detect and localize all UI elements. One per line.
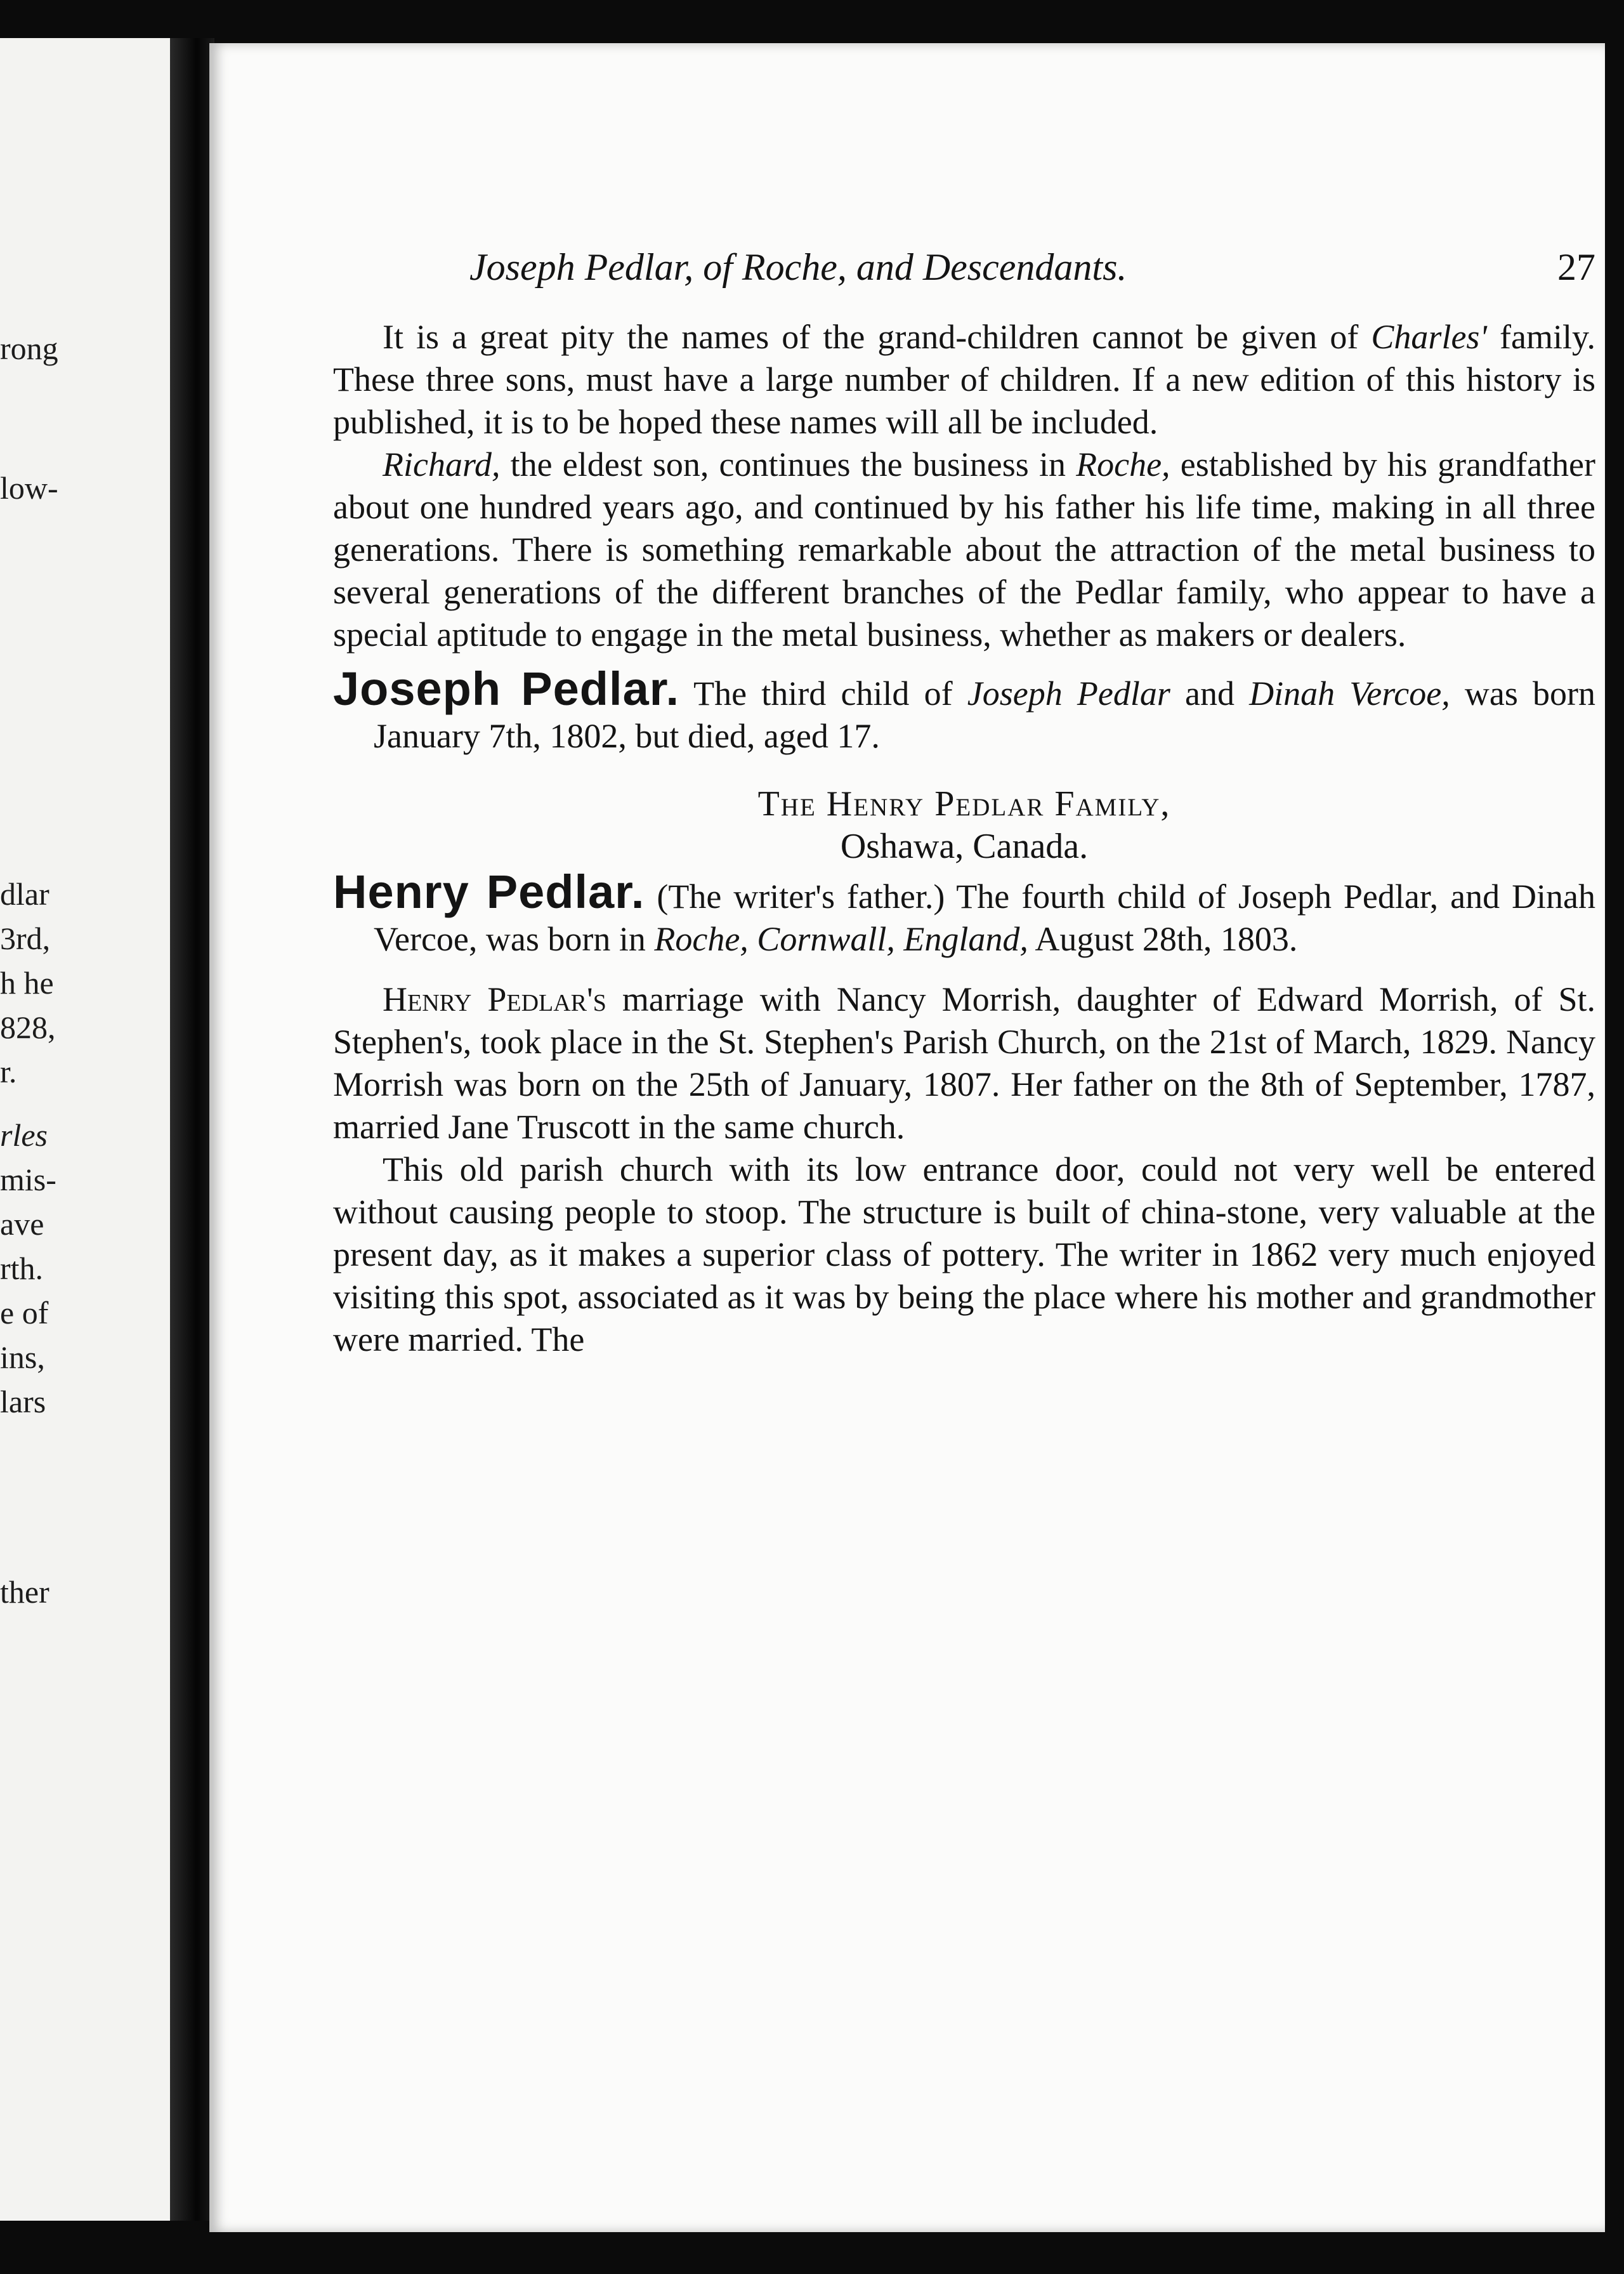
left-fragment: dlar [0, 876, 49, 912]
text-run: established by his grandfather about one hundred years ago, and continued by his father his life time, making in all three generations. There is something remarkable about the attraction of the metal business to several generations of the different branches of the Pedlar family, who appear to have a special aptitude to engage in the metal business, whether as makers or dealers. [333, 445, 1596, 654]
text-run: August 28th, 1803. [1028, 920, 1298, 958]
paragraph-richard [333, 444, 1595, 656]
paragraph-marriage [333, 978, 1595, 1148]
text-run: marriage with Nancy Morrish, daughter of Edward Morrish, of St. Stephen's, took place in the St. Stephen's Parish Church, on the 21st of March, 1829. Nancy Morrish was born on the 25th of January, 1807. Her father on the 8th of September, 1787, married Jane Truscott in the same church. [333, 980, 1595, 1146]
left-fragment: ave [0, 1206, 44, 1242]
text-run: (The writer's father.) The fourth child of Joseph Pedlar, and Dinah Vercoe, was born in [374, 877, 1595, 958]
running-title: Joseph Pedlar, of Roche, and Descendants. [469, 246, 1127, 288]
left-fragment: ins, [0, 1339, 45, 1375]
italic-run: Roche, Cornwall, England, [654, 920, 1028, 958]
entry-heading: Joseph Pedlar. [333, 662, 679, 715]
left-fragment: rles [0, 1117, 48, 1153]
book-page [209, 43, 1605, 2232]
italic-run: Roche, [1076, 445, 1170, 483]
left-fragment: ther [0, 1574, 49, 1610]
entry-henry-pedlar [333, 865, 1595, 961]
left-fragment: 828, [0, 1009, 56, 1045]
left-fragment: r. [0, 1054, 17, 1089]
text-run: It is a great pity the names of the grand-children cannot be given of [383, 318, 1372, 356]
spacer [333, 961, 1595, 978]
left-fragment: 3rd, [0, 921, 51, 956]
left-page-edge [0, 38, 170, 2221]
text-run: The third child of [679, 674, 967, 713]
paragraph-church [333, 1148, 1595, 1361]
text-run: was born January 7th, 1802, but died, aged 17. [374, 674, 1596, 755]
paragraph-grandchildren [333, 316, 1595, 444]
italic-run: Charles' [1371, 318, 1487, 356]
italic-run: Dinah Vercoe, [1249, 674, 1450, 713]
left-fragment: rth. [0, 1251, 44, 1286]
left-fragment: e of [0, 1295, 49, 1331]
running-head [333, 246, 1595, 316]
text-run: and [1170, 674, 1250, 713]
left-fragment: h he [0, 965, 54, 1001]
entry-heading: Henry Pedlar. [333, 865, 645, 918]
italic-run: Richard, [383, 445, 501, 483]
entry-joseph-pedlar [333, 662, 1596, 758]
smallcaps-run: Henry Pedlar's [383, 980, 606, 1018]
left-fragment: lars [0, 1384, 46, 1419]
family-heading: The Henry Pedlar Family, [757, 784, 1171, 824]
family-location: Oshawa, Canada. [840, 827, 1089, 866]
page-number: 27 [1557, 246, 1595, 288]
left-fragment: mis- [0, 1162, 56, 1197]
text-run: the eldest son, continues the business in [500, 445, 1077, 483]
left-fragment: rong [0, 331, 58, 366]
page-text [333, 246, 1595, 1361]
text-run: This old parish church with its low entrance door, could not very well be entered without causing people to stoop. The structure is built of china-stone, very valuable at the present day, as it makes a superior class of pottery. The writer in 1862 very much enjoyed visiting this spot, associated as it was by being the place where his mother and grandmother were married. The [333, 1150, 1595, 1358]
italic-run: Joseph Pedlar [967, 674, 1170, 713]
book-spine [170, 38, 214, 2221]
left-fragment: low- [0, 470, 58, 506]
text-run: family. These three sons, must have a large number of children. If a new edition of this history is published, it is to be hoped these names will all be included. [333, 318, 1596, 441]
